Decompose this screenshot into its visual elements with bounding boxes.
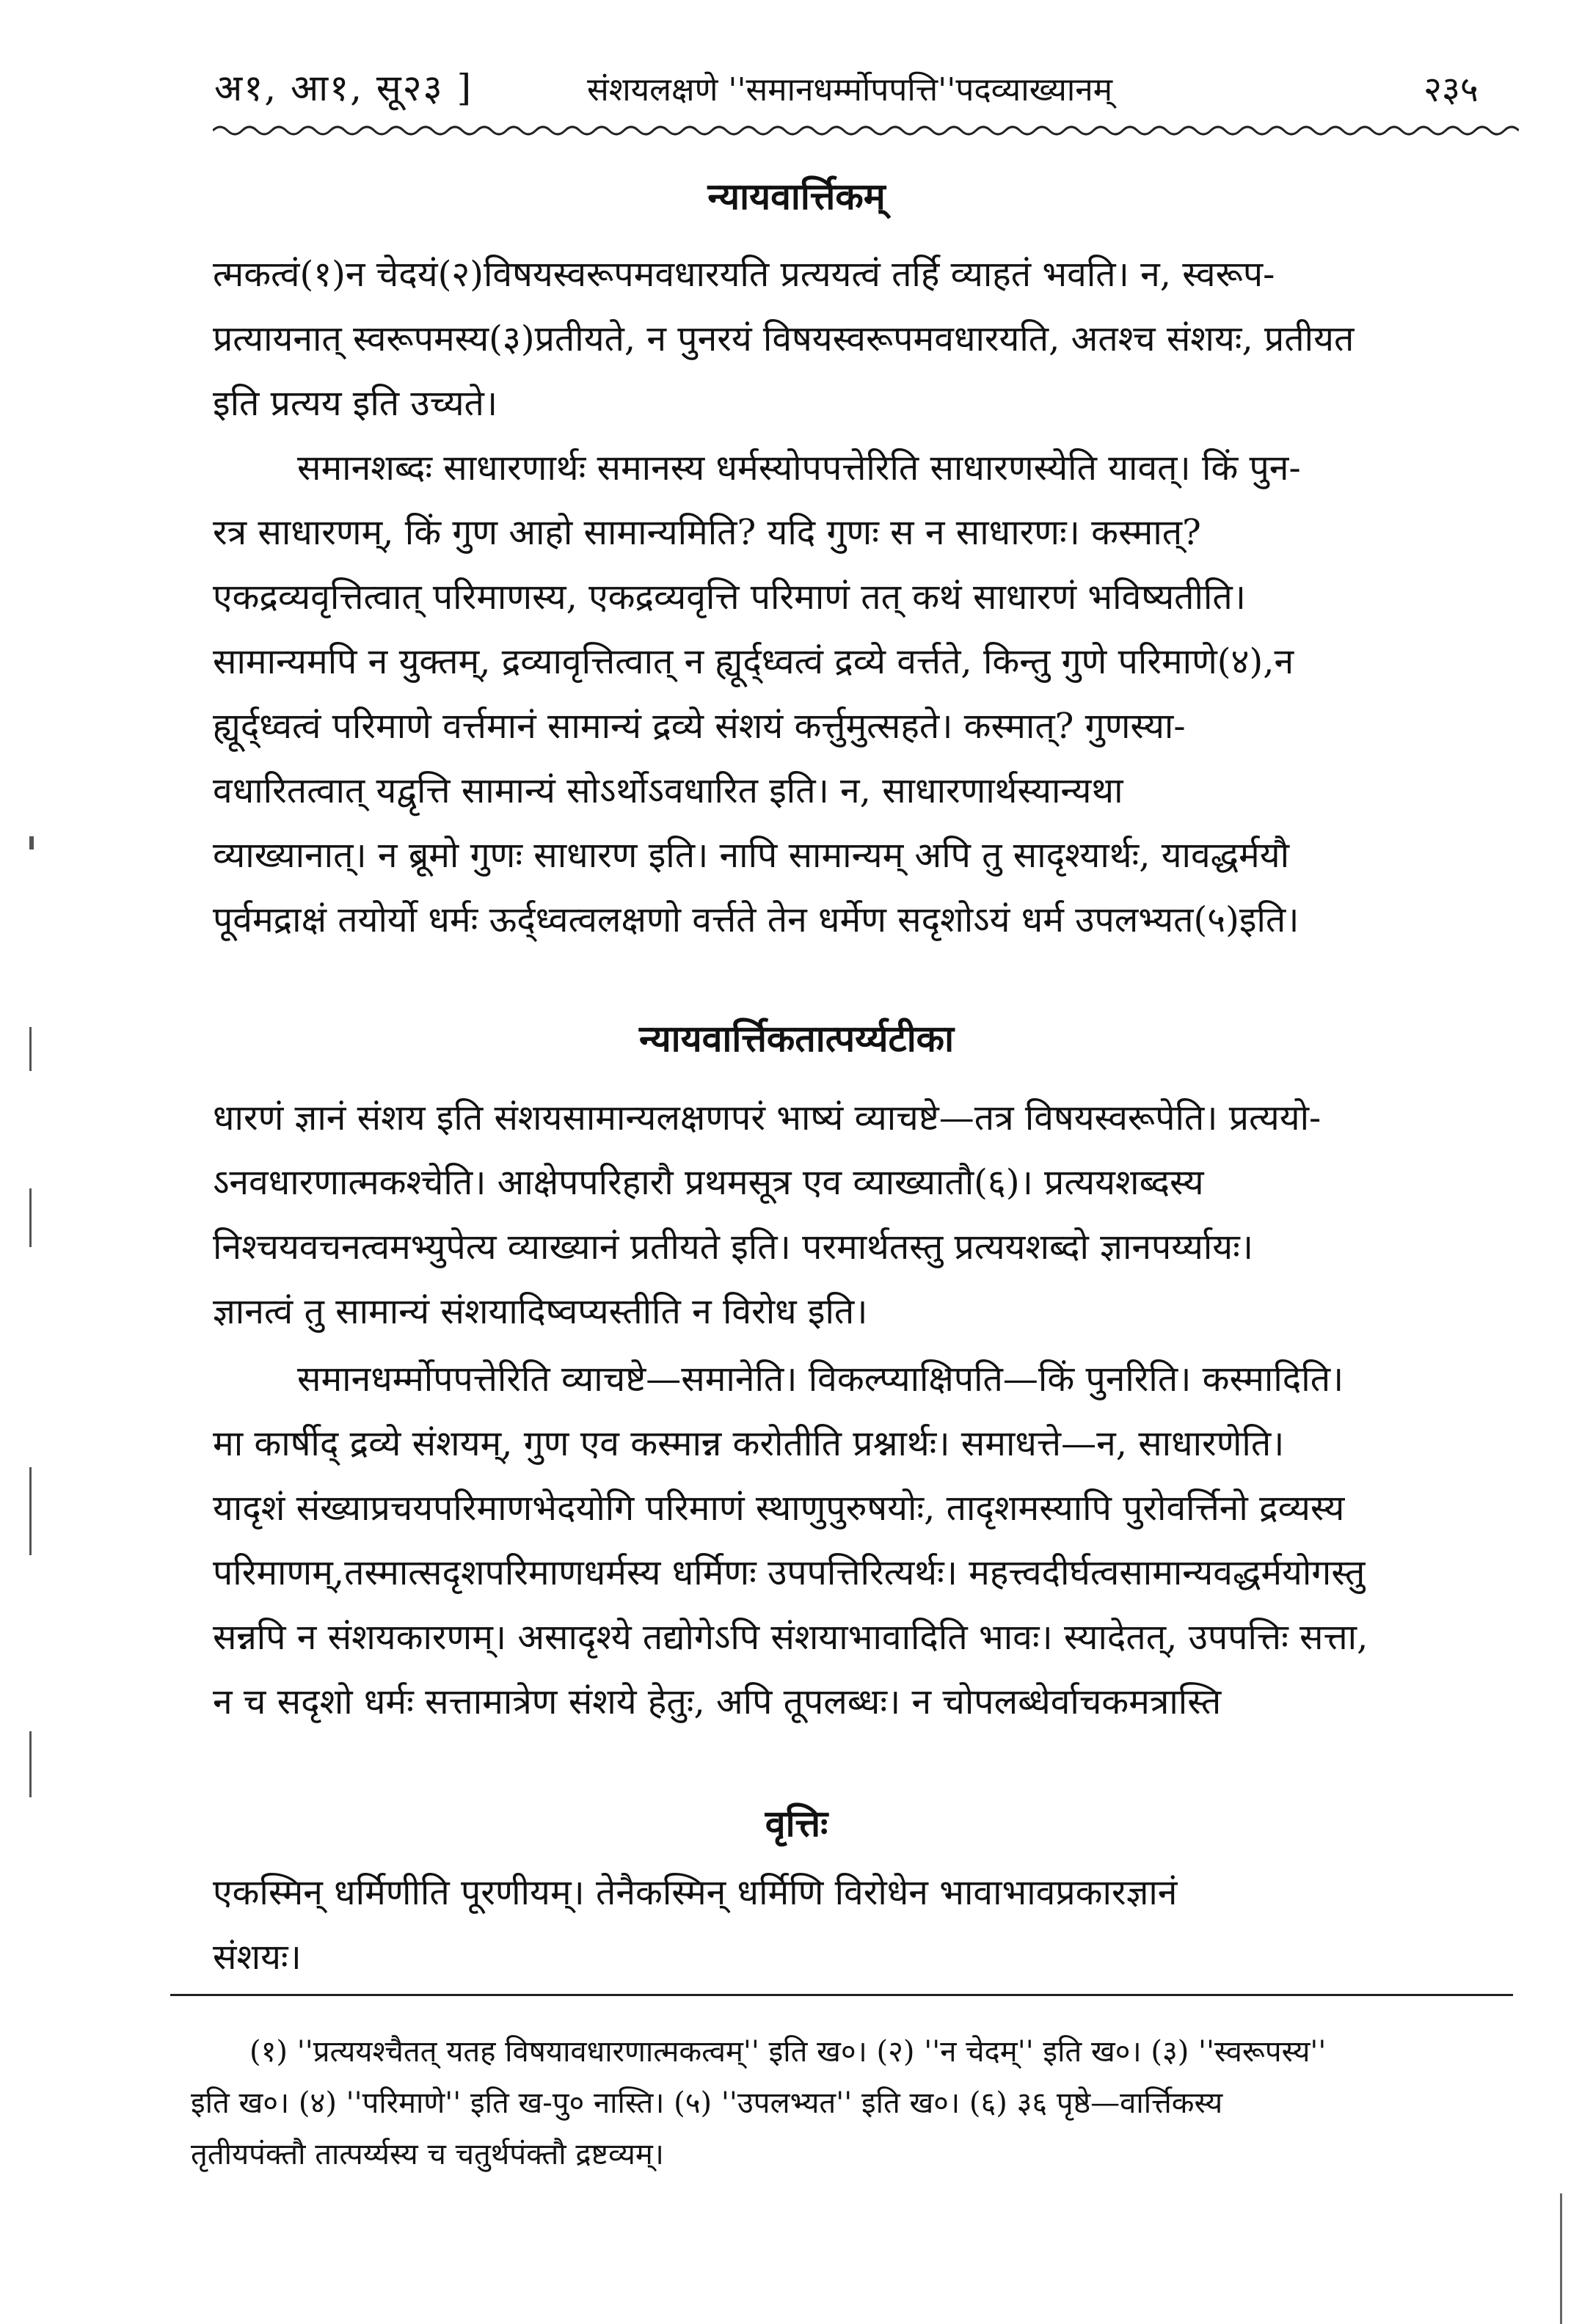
text-line: पूर्वमद्राक्षं तयोर्यो धर्मः ऊर्द्ध्वत्वलक्षणो वर्त्तते तेन धर्मेण सदृशोऽयं धर्म उपलभ्यत(५)इति। bbox=[213, 899, 1299, 940]
header-location: अ१, आ१, सू२३ ] bbox=[214, 67, 473, 109]
footnote-line: (१) ''प्रत्ययश्चैतत् यतह विषयावधारणात्मकत्वम्'' इति ख०। (२) ''न चेदम्'' इति ख०। (३) ''स्वरूपस्य'' bbox=[249, 2035, 1327, 2069]
paragraph bbox=[213, 1860, 1519, 1989]
text-line: निश्चयवचनत्वमभ्युपेत्य व्याख्यानं प्रतीयते इति। परमार्थतस्तु प्रत्ययशब्दो ज्ञानपर्य्यायः। bbox=[213, 1227, 1254, 1268]
text-line: न च सदृशो धर्मः सत्तामात्रेण संशये हेतुः, अपि तूपलब्धः। न चोपलब्धेर्वाचकमत्रास्ति bbox=[213, 1681, 1222, 1722]
text-line: एकद्रव्यवृत्तित्वात् परिमाणस्य, एकद्रव्यवृत्ति परिमाणं तत् कथं साधारणं भविष्यतीति। bbox=[213, 577, 1246, 618]
text-line: परिमाणम्,तस्मात्सदृशपरिमाणधर्मस्य धर्मिणः उपपत्तिरित्यर्थः। महत्त्वदीर्घत्वसामान्यवद्धर्मयोगस्तु bbox=[213, 1552, 1366, 1593]
scan-margin-mark bbox=[29, 1731, 32, 1797]
paragraph bbox=[213, 242, 1519, 436]
text-line: त्मकत्वं(१)न चेदयं(२)विषयस्वरूपमवधारयति प्रत्ययत्वं तर्हि व्याहतं भवति। न, स्वरूप- bbox=[213, 254, 1275, 295]
paragraph bbox=[213, 436, 1519, 952]
scan-margin-mark bbox=[29, 1188, 32, 1247]
text-line: ज्ञानत्वं तु सामान्यं संशयादिष्वप्यस्तीति न विरोध इति। bbox=[213, 1291, 868, 1332]
text-line: ऽनवधारणात्मकश्चेति। आक्षेपपरिहारौ प्रथमसूत्र एव व्याख्यातौ(६)। प्रत्ययशब्दस्य bbox=[213, 1162, 1204, 1203]
text-line: सामान्यमपि न युक्तम्, द्रव्यावृत्तित्वात् न ह्यूर्द्ध्वत्वं द्रव्ये वर्त्तते, किन्तु गुणे परिमाणे(४),न bbox=[213, 641, 1294, 682]
text-line: ह्यूर्द्ध्वत्वं परिमाणे वर्त्तमानं सामान्यं द्रव्ये संशयं कर्त्तुमुत्सहते। कस्मात्? गुणस्या- bbox=[213, 706, 1186, 747]
text-line: इति प्रत्यय इति उच्यते। bbox=[213, 383, 498, 424]
scan-margin-mark bbox=[29, 1467, 32, 1555]
text-line: संशयः। bbox=[213, 1937, 302, 1978]
scan-edge-line bbox=[1560, 2193, 1562, 2324]
text-line: प्रत्यायनात् स्वरूपमस्य(३)प्रतीयते, न पुनरयं विषयस्वरूपमवधारयति, अतश्च संशयः, प्रतीयत bbox=[213, 318, 1355, 359]
text-line: सन्नपि न संशयकारणम्। असादृश्ये तद्योगेऽपि संशयाभावादिति भावः। स्यादेतत्, उपपत्तिः सत्ता, bbox=[213, 1617, 1368, 1658]
footnote-rule bbox=[170, 1994, 1513, 1996]
section-title-varttikam: न्यायवार्त्तिकम् bbox=[707, 175, 886, 218]
scan-margin-mark bbox=[29, 1027, 32, 1071]
paragraph bbox=[213, 1347, 1519, 1734]
page-number: २३५ bbox=[1424, 69, 1479, 110]
text-line: धारणं ज्ञानं संशय इति संशयसामान्यलक्षणपरं भाष्यं व्याचष्टे—तत्र विषयस्वरूपेति। प्रत्ययो- bbox=[213, 1097, 1322, 1139]
section-title-tatparyatika: न्यायवार्त्तिकतात्पर्य्यटीका bbox=[638, 1017, 955, 1060]
scan-margin-mark bbox=[29, 836, 34, 849]
footnote-line: तृतीयपंक्तौ तात्पर्य्यस्य च चतुर्थपंक्तौ द्रष्टव्यम्। bbox=[191, 2138, 664, 2171]
header-title: संशयलक्षणे ''समानधर्म्मोपपत्ति''पदव्याख्यानम् bbox=[587, 71, 1113, 109]
text-line: रत्र साधारणम्, किं गुण आहो सामान्यमिति? यदि गुणः स न साधारणः। कस्मात्? bbox=[213, 512, 1201, 553]
text-line: वधारितत्वात् यद्वृत्ति सामान्यं सोऽर्थोऽवधारित इति। न, साधारणार्थस्यान्यथा bbox=[213, 770, 1123, 811]
footnotes bbox=[191, 2026, 1512, 2180]
text-line: व्याख्यानात्। न ब्रूमो गुणः साधारण इति। नापि सामान्यम् अपि तु सादृश्यार्थः, यावद्धर्मयौ bbox=[213, 835, 1290, 876]
header-wavy-rule bbox=[213, 122, 1519, 139]
text-line: यादृशं संख्याप्रचयपरिमाणभेदयोगि परिमाणं स्थाणुपुरुषयोः, तादृशमस्यापि पुरोवर्त्तिनो द्रव्यस्य bbox=[213, 1488, 1345, 1529]
text-line: समानधर्म्मोपपत्तेरिति व्याचष्टे—समानेति। विकल्प्याक्षिपति—किं पुनरिति। कस्मादिति। bbox=[297, 1359, 1344, 1400]
text-line: मा कार्षीद् द्रव्ये संशयम्, गुण एव कस्मान्न करोतीति प्रश्नार्थः। समाधत्ते—न, साधारणेति। bbox=[213, 1423, 1285, 1464]
text-line: एकस्मिन् धर्मिणीति पूरणीयम्। तेनैकस्मिन् धर्मिणि विरोधेन भावाभावप्रकारज्ञानं bbox=[213, 1872, 1178, 1913]
section-title-vritti: वृत्तिः bbox=[765, 1802, 828, 1845]
text-line: समानशब्दः साधारणार्थः समानस्य धर्मस्योपपत्तेरिति साधारणस्येति यावत्। किं पुन- bbox=[297, 447, 1301, 489]
footnote-line: इति ख०। (४) ''परिमाणे'' इति ख-पु० नास्ति। (५) ''उपलभ्यत'' इति ख०। (६) ३६ पृष्ठे—वार्त्तिकस्य bbox=[191, 2086, 1223, 2120]
paragraph bbox=[213, 1086, 1519, 1344]
